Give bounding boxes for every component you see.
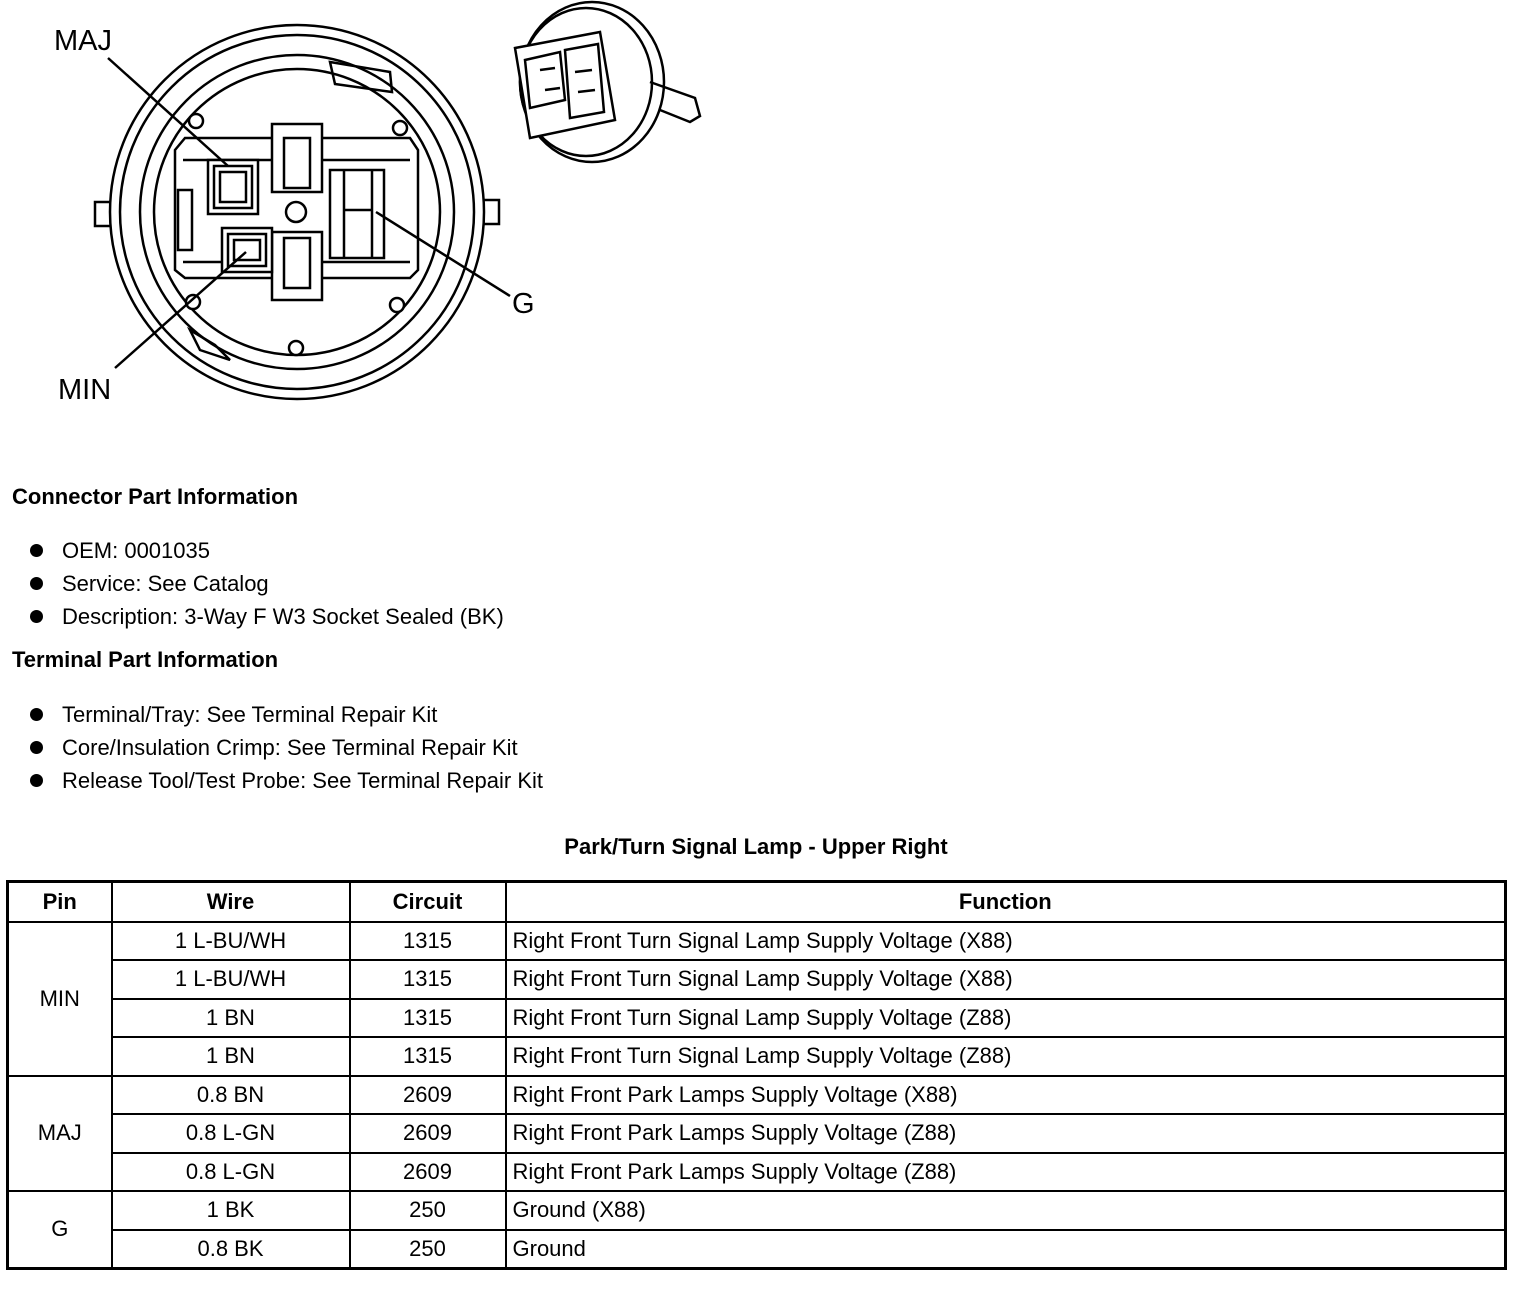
circuit-cell: 2609 [350,1114,506,1153]
wire-cell: 0.8 L-GN [112,1153,350,1192]
table-row [8,1037,1506,1076]
table-row [8,960,1506,999]
list-item-text: Description: 3-Way F W3 Socket Sealed (BK) [62,604,504,629]
table-header-row [8,882,1506,922]
function-cell: Right Front Park Lamps Supply Voltage (X88) [506,1076,1506,1115]
function-cell: Right Front Park Lamps Supply Voltage (Z88) [506,1153,1506,1192]
circuit-cell: 1315 [350,960,506,999]
table-row [8,1114,1506,1153]
table-title: Park/Turn Signal Lamp - Upper Right [564,834,948,859]
table-row [8,1191,1506,1230]
connector-info-list [28,534,504,633]
wire-cell: 0.8 L-GN [112,1114,350,1153]
list-item-text: Release Tool/Test Probe: See Terminal Repair Kit [62,768,543,793]
wire-cell: 1 BK [112,1191,350,1230]
header-wire: Wire [112,882,350,922]
connector-info-heading: Connector Part Information [12,484,299,509]
wire-cell: 1 BN [112,999,350,1038]
bullet-icon [30,577,43,590]
pin-cell: MAJ [8,1076,112,1192]
wire-cell: 1 L-BU/WH [112,922,350,961]
list-item [28,698,543,731]
header-function: Function [506,882,1506,922]
terminal-info-list [28,698,543,797]
function-cell: Right Front Turn Signal Lamp Supply Voltage (X88) [506,960,1506,999]
circuit-cell: 1315 [350,1037,506,1076]
callout-g: G [512,288,535,320]
list-item [28,534,504,567]
circuit-cell: 2609 [350,1076,506,1115]
callout-maj: MAJ [54,25,112,57]
circuit-cell: 250 [350,1191,506,1230]
function-cell: Right Front Turn Signal Lamp Supply Voltage (Z88) [506,999,1506,1038]
wire-cell: 0.8 BK [112,1230,350,1269]
function-cell: Right Front Turn Signal Lamp Supply Voltage (Z88) [506,1037,1506,1076]
bullet-icon [30,741,43,754]
list-item [28,600,504,633]
bullet-icon [30,708,43,721]
terminal-info-heading: Terminal Part Information [12,647,279,672]
function-cell: Right Front Turn Signal Lamp Supply Voltage (X88) [506,922,1506,961]
table-row [8,999,1506,1038]
bullet-icon [30,774,43,787]
wire-cell: 0.8 BN [112,1076,350,1115]
list-item-text: Core/Insulation Crimp: See Terminal Repair Kit [62,735,518,760]
table-row [8,922,1506,961]
header-circuit: Circuit [350,882,506,922]
function-cell: Ground (X88) [506,1191,1506,1230]
list-item [28,567,504,600]
function-cell: Ground [506,1230,1506,1269]
list-item [28,731,543,764]
callout-min: MIN [58,374,112,406]
list-item-text: Service: See Catalog [62,571,269,596]
connector-diagram [0,0,720,420]
wire-cell: 1 BN [112,1037,350,1076]
header-pin: Pin [8,882,112,922]
list-item-text: Terminal/Tray: See Terminal Repair Kit [62,702,438,727]
circuit-cell: 1315 [350,999,506,1038]
function-cell: Right Front Park Lamps Supply Voltage (Z88) [506,1114,1506,1153]
list-item-text: OEM: 0001035 [62,538,210,563]
connector-face-view [95,25,499,399]
table-row [8,1076,1506,1115]
pin-cell: G [8,1191,112,1268]
table-row [8,1153,1506,1192]
circuit-cell: 2609 [350,1153,506,1192]
bullet-icon [30,610,43,623]
pin-table [6,880,1507,1270]
pin-cell: MIN [8,922,112,1076]
circuit-cell: 250 [350,1230,506,1269]
wire-cell: 1 L-BU/WH [112,960,350,999]
table-row [8,1230,1506,1269]
bullet-icon [30,544,43,557]
connector-side-view [515,2,700,162]
circuit-cell: 1315 [350,922,506,961]
list-item [28,764,543,797]
